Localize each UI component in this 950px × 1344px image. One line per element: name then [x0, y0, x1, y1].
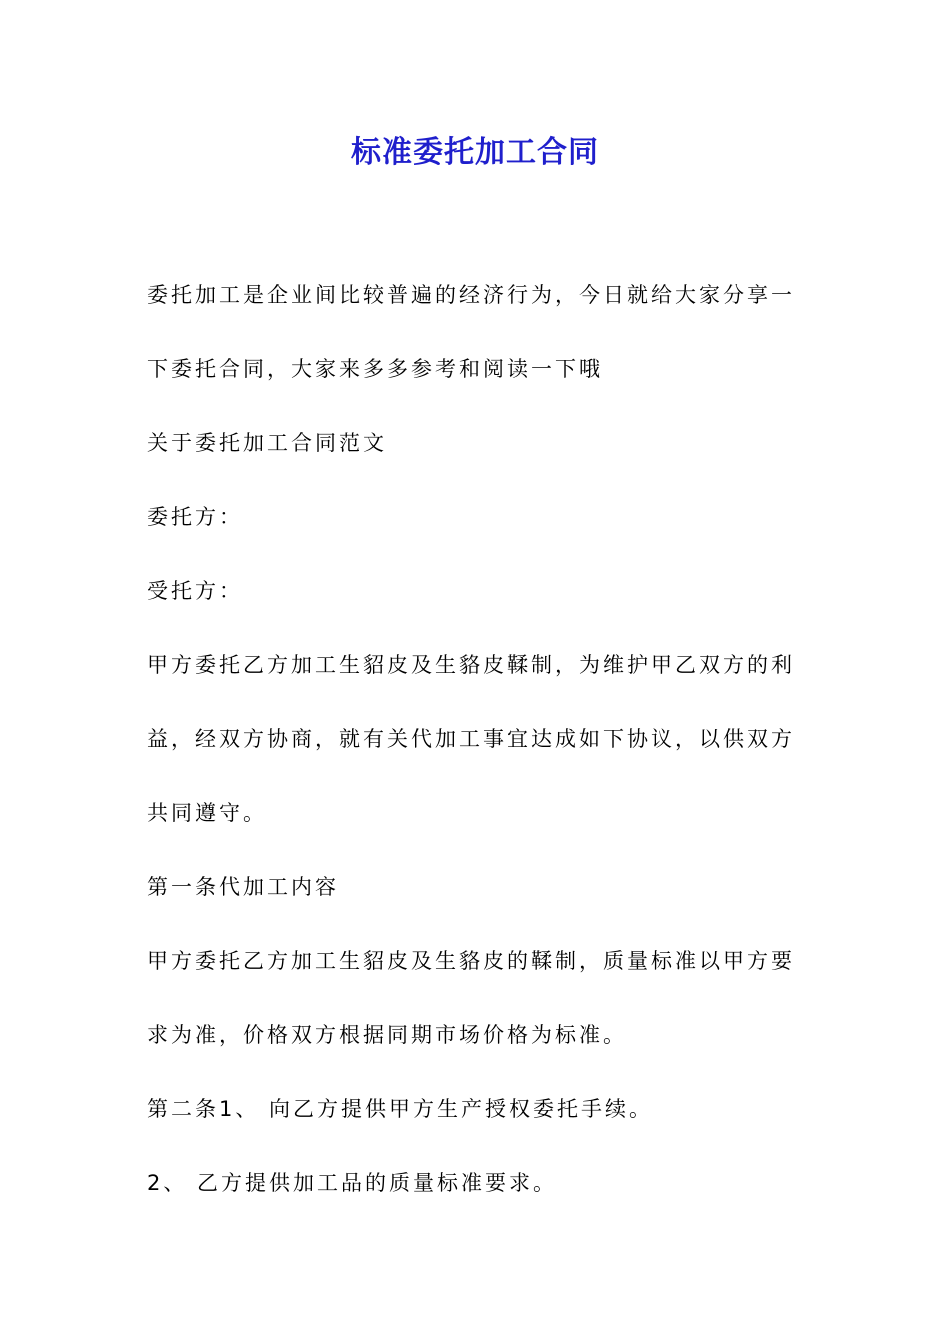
paragraph-line: 下委托合同，大家来多多参考和阅读一下哦	[147, 357, 603, 381]
document-body	[147, 258, 817, 1220]
document-title: 标准委托加工合同	[351, 135, 599, 170]
paragraph-line: 第二条1、 向乙方提供甲方生产授权委托手续。	[147, 1097, 654, 1121]
paragraph-line: 甲方委托乙方加工生貂皮及生貉皮鞣制，为维护甲乙双方的利	[147, 653, 795, 677]
paragraph-line: 关于委托加工合同范文	[147, 431, 387, 455]
paragraph-line: 共同遵守。	[147, 801, 267, 825]
paragraph-line: 委托加工是企业间比较普遍的经济行为，今日就给大家分享一	[147, 283, 795, 307]
paragraph-line: 委托方：	[147, 505, 243, 529]
paragraph-line: 2、 乙方提供加工品的质量标准要求。	[147, 1171, 558, 1195]
paragraph-line: 甲方委托乙方加工生貂皮及生貉皮的鞣制，质量标准以甲方要	[147, 949, 795, 973]
paragraph-line: 第一条代加工内容	[147, 875, 339, 899]
paragraph-line: 受托方：	[147, 579, 243, 603]
paragraph-line: 益，经双方协商，就有关代加工事宜达成如下协议，以供双方	[147, 727, 795, 751]
paragraph-line: 求为准，价格双方根据同期市场价格为标准。	[147, 1023, 627, 1047]
